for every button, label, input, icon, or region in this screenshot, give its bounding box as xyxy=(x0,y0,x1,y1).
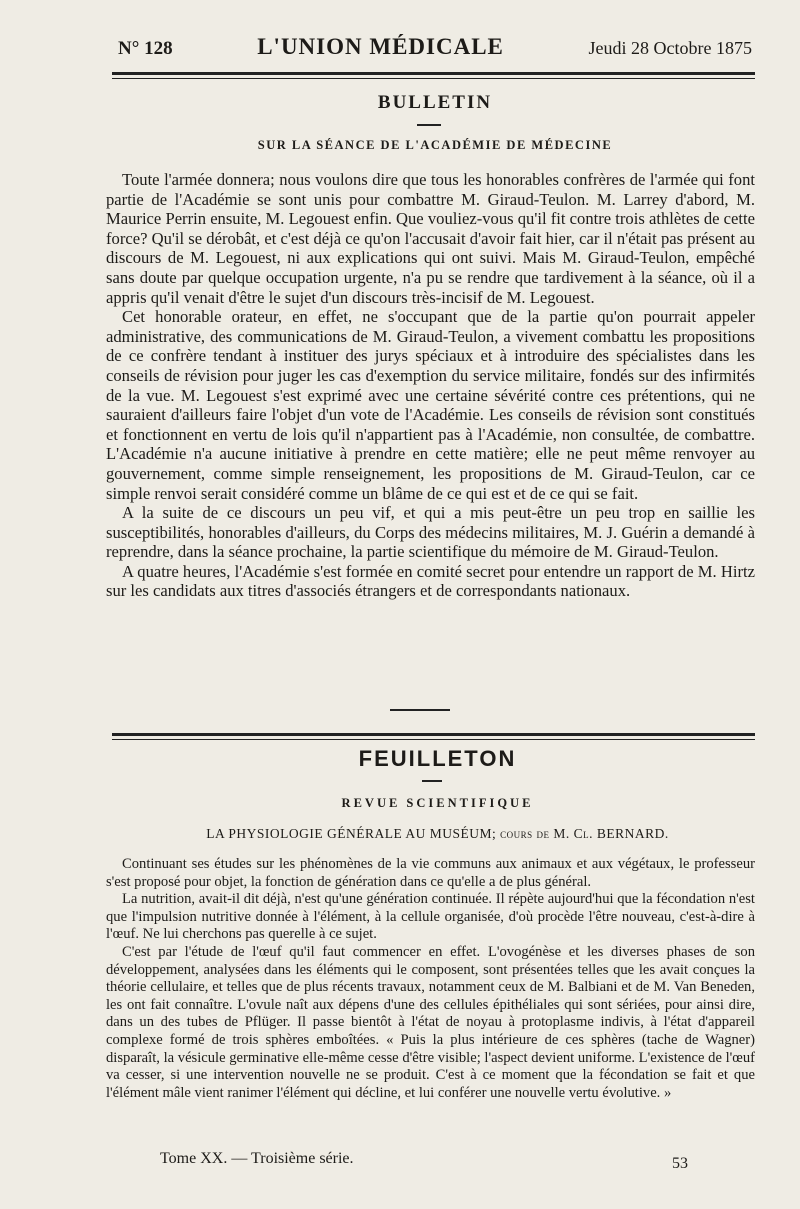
bulletin-subtitle: SUR LA SÉANCE DE L'ACADÉMIE DE MÉDECINE xyxy=(257,138,613,152)
feuilleton-body xyxy=(106,856,755,1102)
page-header xyxy=(118,34,752,66)
bulletin-dash xyxy=(417,124,441,126)
page-number: 53 xyxy=(672,1155,688,1172)
footer-tome: Tome XX. — Troisième série. xyxy=(160,1150,354,1167)
bulletin-paragraph: A la suite de ce discours un peu vif, et qui a mis peut-être un peu trop en saillie les susceptibilités, honorables d'ailleurs, du Corps des médecins militaires, M. J. Guérin a demandé à reprendre, dans la séance prochaine, la partie scientifique du mémoire de M. Giraud-Teulon. xyxy=(106,503,755,562)
feuilleton-title: FEUILLETON xyxy=(358,746,517,771)
issue-date: Jeudi 28 Octobre 1875 xyxy=(588,38,752,58)
article-subtitle: LA PHYSIOLOGIE GÉNÉRALE AU MUSÉUM; cours de M. Cl. BERNARD. xyxy=(206,826,669,841)
bulletin-body xyxy=(106,170,755,601)
journal-title: L'UNION MÉDICALE xyxy=(257,34,504,59)
bulletin-title: BULLETIN xyxy=(377,92,493,113)
bulletin-paragraph: A quatre heures, l'Académie s'est formée en comité secret pour entendre un rapport de M. Hirtz sur les candidats aux titres d'associés étrangers et de correspondants nationaux. xyxy=(106,561,755,601)
issue-number: N° 128 xyxy=(118,38,173,59)
bulletin-paragraph: Toute l'armée donnera; nous voulons dire que tous les honorables confrères de l'armée qui font partie de l'Académie se sont unis pour combattre M. Giraud-Teulon. M. Larrey d'abord, M. Maurice Perrin ensuite, M. Legouest enfin. Que vouliez-vous qu'il fit contre trois athlètes de cette force? Qu'il se dérobât, et c'est déjà ce qu'on l'accusait d'avoir fait hier, car il n'était pas présent au discours de M. Legouest, ni aux explications qui ont suivi. Mais M. Giraud-Teulon, empêché sans doute par quelque occupation urgente, n'a pu se rendre que tardivement à la séance, où il a appris qu'il venait d'être le sujet d'un discours très-incisif de M. Legouest. xyxy=(106,170,755,307)
section-dash xyxy=(390,709,450,711)
header-rule xyxy=(112,72,755,79)
bulletin-paragraph: Cet honorable orateur, en effet, ne s'occupant que de la partie qu'on pourrait appeler administrative, des communications de M. Giraud-Teulon, a vivement combattu les propositions de ce confrère tendant à instituer des jurys spéciaux et à introduire des spécialistes dans les conseils de révision pour juger les cas d'exemption du service militaire, fondés sur des infirmités de la vue. M. Legouest s'est exprimé avec une certaine sévérité contre ces prétentions, qui ne sauraient d'ailleurs faire l'objet d'un vote de l'Académie. Les conseils de révision sont constitués et fonctionnent en vertu de lois qu'il n'appartient pas à l'Académie, non consultée, de combattre. L'Académie n'a aucune initiative à prendre en cette matière; elle ne peut même renvoyer au gouvernement, comme simple renseignement, les propositions de M. Giraud-Teulon, car ce simple renvoi serait considéré comme un blâme de ce qui est et de ce qui se fait. xyxy=(106,307,755,503)
feuilleton-paragraph: La nutrition, avait-il dit déjà, n'est qu'une génération continuée. Il répète aujourd'hui que la fécondation n'est que l'impulsion nutritive donnée à l'élément, à la cellule organisée, d'où procède l'être nouveau, c'est-à-dire à l'œuf. Ne lui cherchons pas querelle à ce sujet. xyxy=(106,891,755,943)
section-rule xyxy=(112,733,755,740)
feuilleton-dash xyxy=(422,780,442,782)
feuilleton-paragraph: C'est par l'étude de l'œuf qu'il faut commencer en effet. L'ovogénèse et les diverses phases de son développement, analysées dans les éléments qui le composent, sont présentées telles que les avait conçues la théorie cellulaire, et telles que de plus récents travaux, notamment ceux de M. Balbiani et de M. Van Beneden, les ont fait connaître. L'ovule naît aux dépens d'une des cellules épithéliales qui sont sériées, pour ainsi dire, dans un des tubes de Pflüger. Il passe bientôt à l'état de noyau à protoplasme indivis, à l'état d'appareil complexe formé de trois sphères emboîtées. « Puis la plus intérieure de ces sphères (tache de Wagner) disparaît, la vésicule germinative elle-même cesse d'être visible; l'aspect devient uniforme. L'existence de l'œuf va cesser, si une intervention nouvelle ne se produit. C'est à ce moment que la fécondation se fait et que l'élément mâle vient ranimer l'élément qui décline, et lui conférer une nouvelle vertu évolutive. » xyxy=(106,943,755,1101)
feuilleton-paragraph: Continuant ses études sur les phénomènes de la vie communs aux animaux et aux végétaux, le professeur s'est proposé pour objet, la fonction de génération dans ce qu'elle a de plus général. xyxy=(106,856,755,890)
revue-title: REVUE SCIENTIFIQUE xyxy=(341,796,534,810)
